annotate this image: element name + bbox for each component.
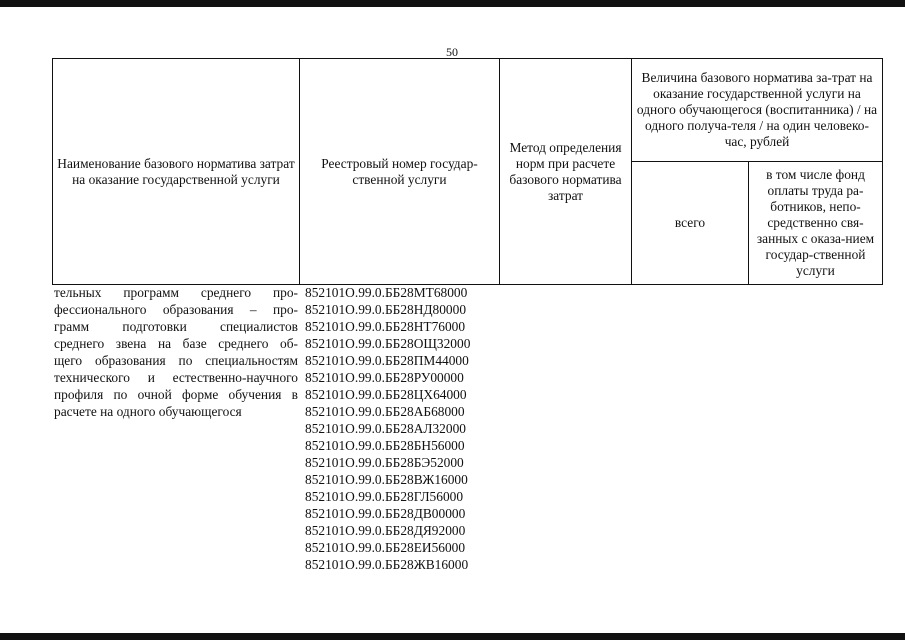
header-table: [52, 58, 883, 285]
registry-code: 852101О.99.0.ББ28ДЯ92000: [305, 523, 466, 538]
registry-code: 852101О.99.0.ББ28ЕИ56000: [305, 540, 466, 555]
header-name-cell: Наименование базового норматива затрат на оказание государственной услуги: [53, 59, 300, 285]
service-name-line: грамм подготовки специалистов: [54, 319, 298, 334]
header-total-cell: всего: [632, 162, 749, 285]
registry-code: 852101О.99.0.ББ28ЖВ16000: [305, 557, 469, 572]
header-value-cell: Величина базового норматива за-трат на оказание государственной услуги на одного обучающегося (воспитанника) / на одного получа-теля / на один человеко-час, рублей: [632, 59, 883, 162]
registry-code: 852101О.99.0.ББ28ГЛ56000: [305, 489, 464, 504]
header-registry-cell: Реестровый номер государ-ственной услуги: [300, 59, 500, 285]
registry-code: 852101О.99.0.ББ28АБ68000: [305, 404, 465, 419]
registry-code: 852101О.99.0.ББ28ЦХ64000: [305, 387, 467, 402]
registry-code: 852101О.99.0.ББ28РУ00000: [305, 370, 464, 385]
registry-code: 852101О.99.0.ББ28БЭ52000: [305, 455, 464, 470]
service-name-line: технического и естественно-научного: [54, 370, 298, 385]
service-name-text: [54, 284, 298, 420]
scan-top-border: [0, 0, 905, 7]
service-name-line: фессионального образования – про-: [54, 302, 298, 317]
service-name-line: щего образования по специальностям: [54, 353, 298, 368]
registry-code: 852101О.99.0.ББ28АЛ32000: [305, 421, 466, 436]
registry-code: 852101О.99.0.ББ28МТ68000: [305, 285, 468, 300]
registry-code: 852101О.99.0.ББ28ПМ44000: [305, 353, 469, 368]
registry-code: 852101О.99.0.ББ28ВЖ16000: [305, 472, 468, 487]
registry-code: 852101О.99.0.ББ28ОЩ32000: [305, 336, 471, 351]
header-method-cell: Метод определения норм при расчете базового норматива затрат: [500, 59, 632, 285]
registry-code: 852101О.99.0.ББ28НД80000: [305, 302, 467, 317]
page-number: 50: [446, 45, 458, 59]
service-name-line: расчете на одного обучающегося: [54, 404, 242, 419]
service-name-line: тельных программ среднего про-: [54, 285, 298, 300]
scan-bottom-border: [0, 633, 905, 640]
service-name-line: среднего звена на базе среднего об-: [54, 336, 298, 351]
registry-code: 852101О.99.0.ББ28ДВ00000: [305, 506, 466, 521]
registry-code: 852101О.99.0.ББ28НТ76000: [305, 319, 466, 334]
header-fund-cell: в том числе фонд оплаты труда ра-ботников, непо-средственно свя-занных с оказа-нием государ-ственной услуги: [749, 162, 883, 285]
registry-code: 852101О.99.0.ББ28БН56000: [305, 438, 465, 453]
service-name-line: профиля по очной форме обучения в: [54, 387, 298, 402]
registry-code-list: [305, 284, 470, 573]
